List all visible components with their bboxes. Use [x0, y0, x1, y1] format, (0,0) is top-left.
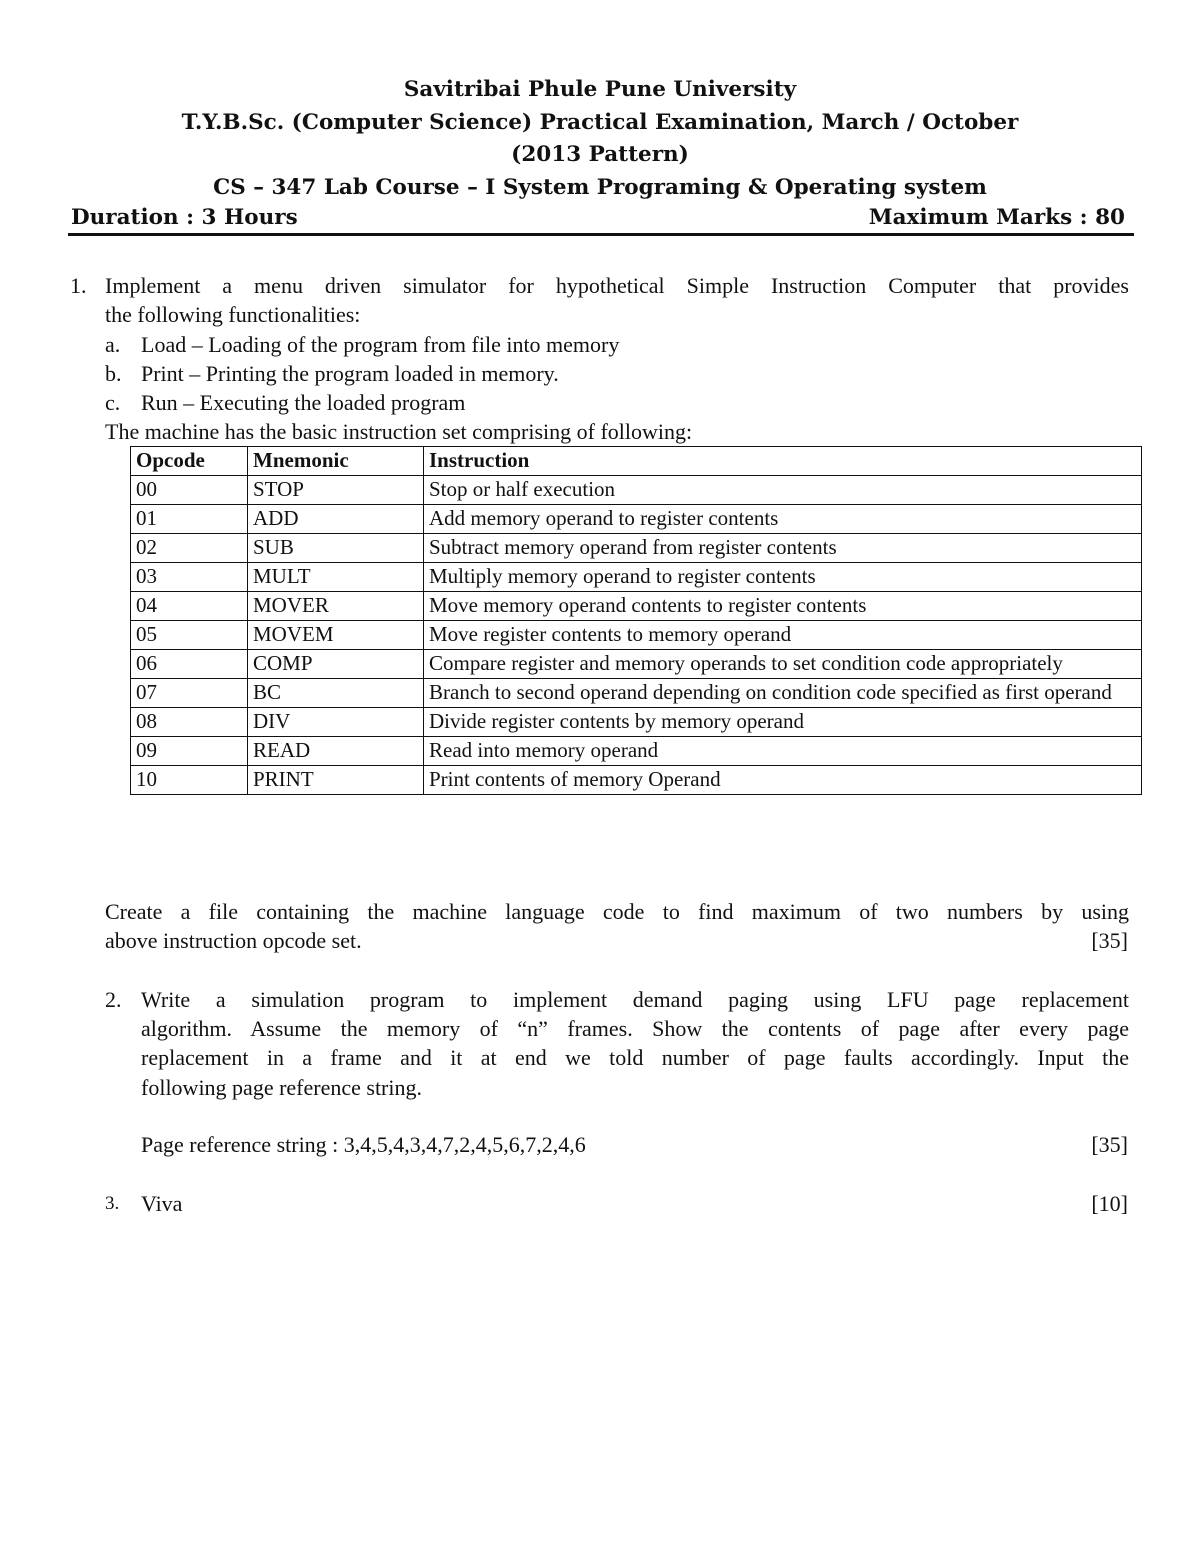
exam-pattern: (2013 Pattern): [511, 142, 689, 167]
header-mnemonic: Mnemonic: [248, 447, 424, 476]
cell-opcode: 05: [131, 621, 248, 650]
course-title: CS – 347 Lab Course – I System Programing & Operating system: [213, 174, 987, 200]
cell-mnemonic: SUB: [248, 534, 424, 563]
cell-instruction: Move register contents to memory operand: [424, 621, 1142, 650]
q3-text: Viva: [141, 1191, 183, 1216]
cell-mnemonic: MOVEM: [248, 621, 424, 650]
q1-number: 1.: [70, 273, 87, 298]
cell-instruction: Multiply memory operand to register contents: [424, 563, 1142, 592]
q1-task-line-2: above instruction opcode set.: [105, 928, 362, 953]
cell-opcode: 10: [131, 766, 248, 795]
cell-mnemonic: READ: [248, 737, 424, 766]
cell-mnemonic: COMP: [248, 650, 424, 679]
maximum-marks: Maximum Marks : 80: [868, 204, 1125, 230]
table-row: [131, 592, 1142, 621]
table-row: [131, 563, 1142, 592]
table-row: [131, 505, 1142, 534]
q1-item-b: Print – Printing the program loaded in memory.: [141, 361, 559, 386]
cell-mnemonic: ADD: [248, 505, 424, 534]
duration: Duration : 3 Hours: [71, 204, 298, 230]
cell-instruction: Stop or half execution: [424, 476, 1142, 505]
table-row: [131, 534, 1142, 563]
cell-instruction: Subtract memory operand from register contents: [424, 534, 1142, 563]
cell-opcode: 07: [131, 679, 248, 708]
q2-line-1: Write a simulation program to implement demand paging using LFU page replacement: [141, 987, 1129, 1012]
cell-instruction: Divide register contents by memory operand: [424, 708, 1142, 737]
q1-item-a: Load – Loading of the program from file into memory: [141, 332, 620, 357]
q1-item-c-marker: c.: [105, 390, 121, 415]
q1-task-line-1: Create a file containing the machine language code to find maximum of two numbers by using: [105, 899, 1129, 924]
cell-mnemonic: STOP: [248, 476, 424, 505]
cell-instruction: Read into memory operand: [424, 737, 1142, 766]
cell-instruction: Print contents of memory Operand: [424, 766, 1142, 795]
table-row: [131, 737, 1142, 766]
cell-instruction: Move memory operand contents to register contents: [424, 592, 1142, 621]
exam-header: [68, 74, 1132, 204]
q2-line-4: following page reference string.: [141, 1075, 422, 1100]
q1-line-2: the following functionalities:: [105, 302, 361, 327]
header-instruction: Instruction: [424, 447, 1142, 476]
table-row: [131, 476, 1142, 505]
q3-number: 3.: [105, 1193, 120, 1214]
cell-mnemonic: MULT: [248, 563, 424, 592]
q1-table-intro: The machine has the basic instruction set comprising of following:: [105, 419, 693, 444]
q2-page-reference-string: Page reference string : 3,4,5,4,3,4,7,2,4,5,6,7,2,4,6: [141, 1132, 586, 1157]
q1-marks: [35]: [1091, 928, 1128, 953]
university-name: Savitribai Phule Pune University: [403, 77, 797, 102]
cell-instruction: Compare register and memory operands to set condition code appropriately: [424, 650, 1142, 679]
cell-opcode: 08: [131, 708, 248, 737]
cell-instruction: Add memory operand to register contents: [424, 505, 1142, 534]
q2-marks: [35]: [1091, 1132, 1128, 1157]
q2-number: 2.: [105, 987, 122, 1012]
cell-opcode: 09: [131, 737, 248, 766]
q2-line-2: algorithm. Assume the memory of “n” frames. Show the contents of page after every page: [141, 1016, 1129, 1041]
cell-opcode: 01: [131, 505, 248, 534]
q1-item-b-marker: b.: [105, 361, 122, 386]
cell-mnemonic: PRINT: [248, 766, 424, 795]
q3-marks: [10]: [1091, 1191, 1128, 1216]
table-row: [131, 679, 1142, 708]
cell-opcode: 02: [131, 534, 248, 563]
exam-title: T.Y.B.Sc. (Computer Science) Practical Examination, March / October: [181, 109, 1019, 135]
cell-mnemonic: DIV: [248, 708, 424, 737]
cell-opcode: 00: [131, 476, 248, 505]
table-header-row: [131, 447, 1142, 476]
q1-line-1: Implement a menu driven simulator for hypothetical Simple Instruction Computer that provides: [105, 273, 1129, 298]
q1-item-a-marker: a.: [105, 332, 121, 357]
exam-meta: [68, 201, 1132, 233]
cell-opcode: 04: [131, 592, 248, 621]
instruction-set-table: [130, 446, 1142, 795]
table-row: [131, 650, 1142, 679]
header-opcode: Opcode: [131, 447, 248, 476]
table-row: [131, 766, 1142, 795]
table-row: [131, 621, 1142, 650]
table-row: [131, 708, 1142, 737]
cell-opcode: 03: [131, 563, 248, 592]
q1-item-c: Run – Executing the loaded program: [141, 390, 466, 415]
cell-opcode: 06: [131, 650, 248, 679]
header-divider: [68, 233, 1134, 236]
cell-instruction: Branch to second operand depending on condition code specified as first operand: [424, 679, 1142, 708]
cell-mnemonic: BC: [248, 679, 424, 708]
cell-mnemonic: MOVER: [248, 592, 424, 621]
q2-line-3: replacement in a frame and it at end we told number of page faults accordingly. Input the: [141, 1045, 1129, 1070]
